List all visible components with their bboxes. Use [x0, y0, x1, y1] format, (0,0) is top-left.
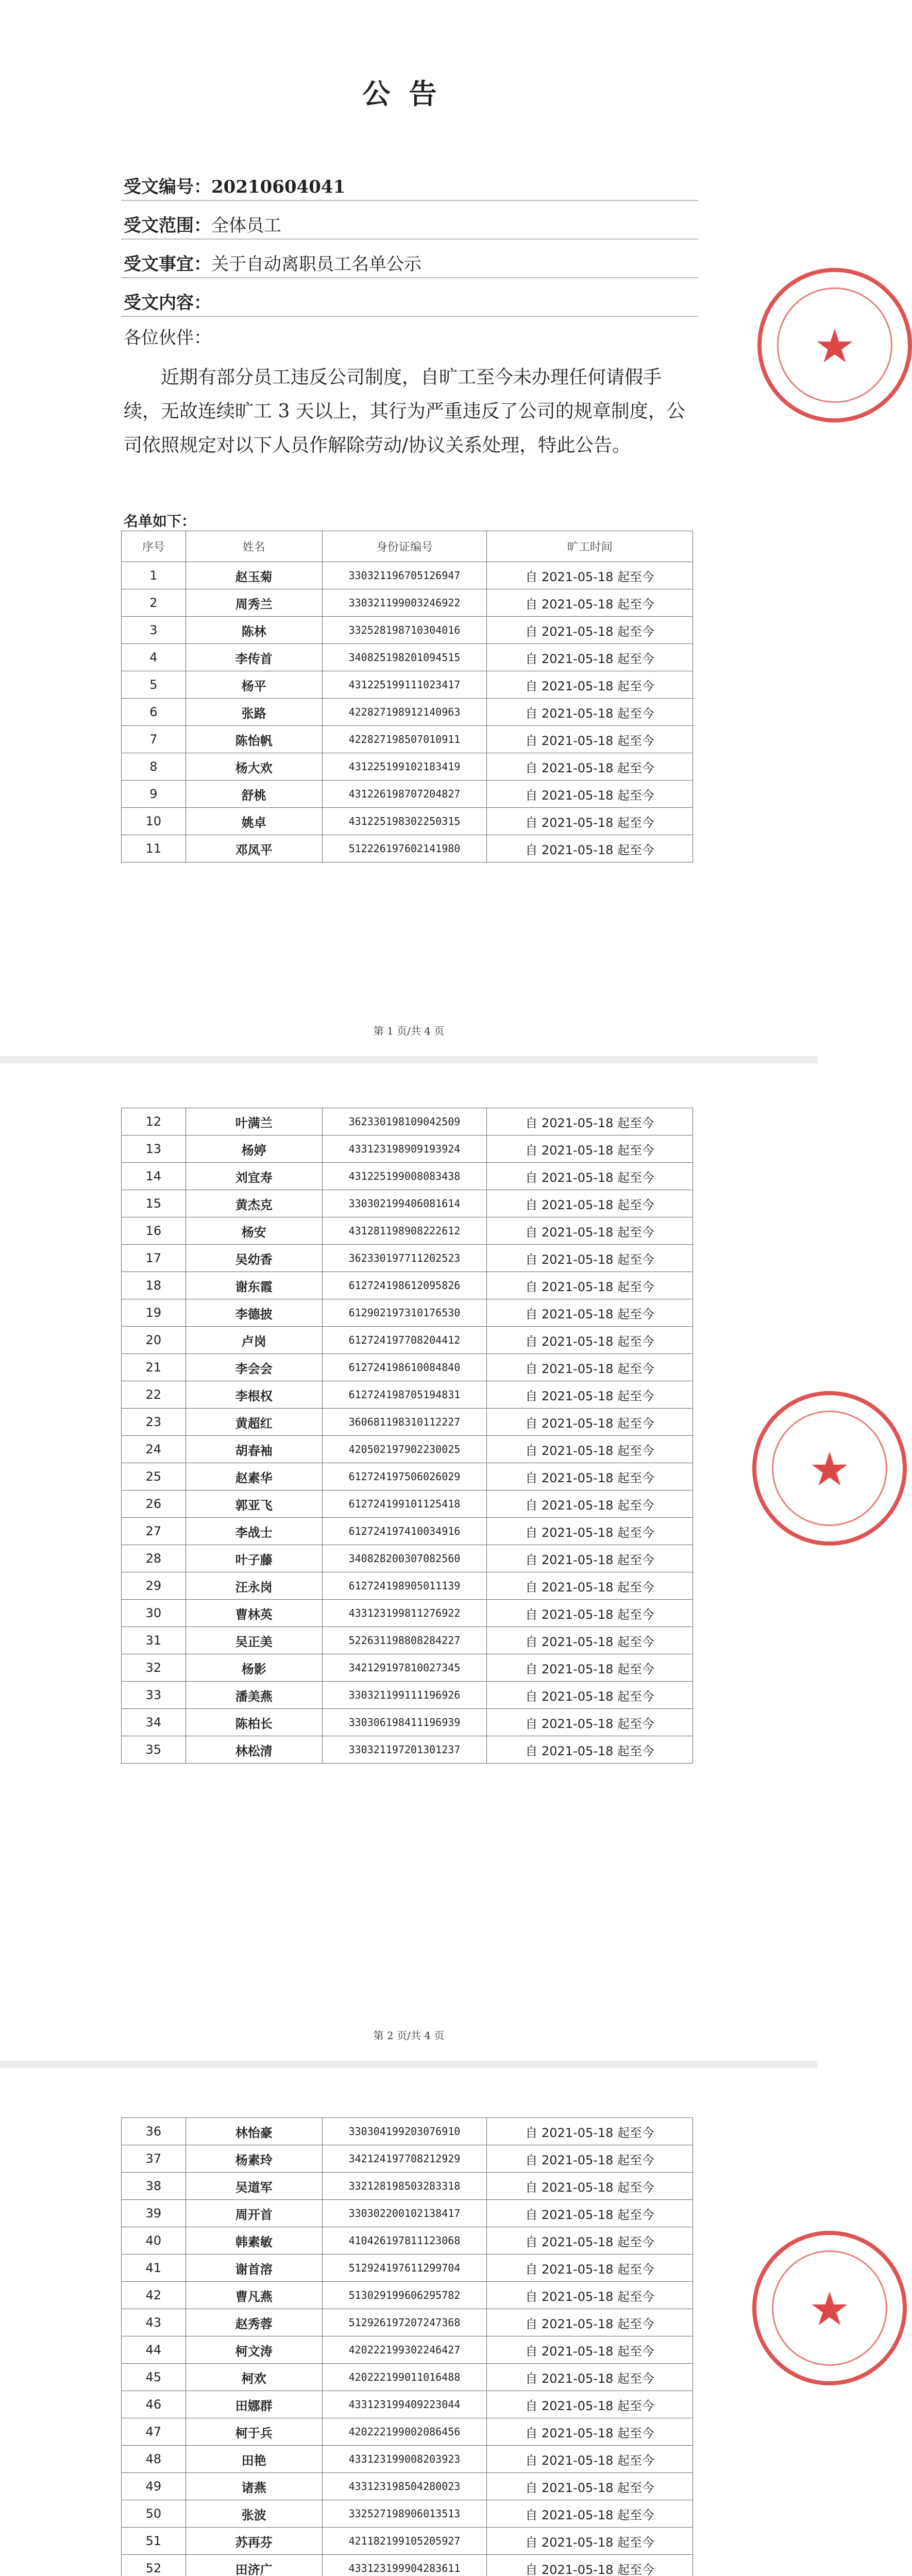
row-id-number: 332528198710304016 [322, 617, 487, 644]
row-id-number: 431281198908222612 [322, 1217, 487, 1245]
row-id-number: 612724198610084840 [322, 1354, 487, 1381]
row-name: 曹林英 [185, 1600, 322, 1627]
divider [121, 200, 698, 201]
row-absence-time: 自 2021-05-18 起至今 [487, 2309, 693, 2336]
row-seq: 44 [122, 2336, 186, 2364]
row-id-number: 612724197708204412 [322, 1327, 487, 1354]
row-seq: 45 [122, 2364, 186, 2391]
row-seq: 47 [122, 2418, 186, 2446]
row-absence-time: 自 2021-05-18 起至今 [487, 1327, 693, 1354]
table-row [122, 1490, 693, 1518]
subject-value: 关于自动离职员工名单公示 [211, 254, 421, 275]
company-seal-stamp [752, 2231, 907, 2385]
row-name: 邓凤平 [185, 835, 322, 862]
roster-table-page-3 [121, 2117, 693, 2576]
row-seq: 32 [122, 1654, 186, 1682]
row-seq: 38 [122, 2173, 186, 2200]
row-absence-time: 自 2021-05-18 起至今 [487, 562, 693, 589]
row-name: 李德披 [185, 1299, 322, 1327]
row-id-number: 612724198905011139 [322, 1572, 487, 1600]
row-name: 张波 [185, 2500, 322, 2528]
row-seq: 20 [122, 1327, 186, 1354]
star-icon: ★ [814, 319, 856, 374]
row-id-number: 433123199409223044 [322, 2391, 487, 2418]
table-row [122, 1327, 693, 1354]
row-absence-time: 自 2021-05-18 起至今 [487, 617, 693, 644]
row-id-number: 431225199102183419 [322, 753, 487, 781]
row-absence-time: 自 2021-05-18 起至今 [487, 2500, 693, 2528]
row-name: 姚卓 [185, 808, 322, 835]
scope-value: 全体员工 [211, 215, 281, 236]
row-seq: 30 [122, 1600, 186, 1627]
row-absence-time: 自 2021-05-18 起至今 [487, 2364, 693, 2391]
row-name: 林怡豪 [185, 2118, 322, 2145]
row-absence-time: 自 2021-05-18 起至今 [487, 808, 693, 835]
row-id-number: 431225198302250315 [322, 808, 487, 835]
row-name: 赵玉菊 [185, 562, 322, 589]
table-row [122, 1245, 693, 1272]
table-row [122, 1163, 693, 1190]
row-id-number: 340825198201094515 [322, 644, 487, 671]
row-absence-time: 自 2021-05-18 起至今 [487, 1354, 693, 1381]
table-row [122, 1736, 693, 1764]
greeting: 各位伙伴： [124, 328, 211, 348]
row-absence-time: 自 2021-05-18 起至今 [487, 1682, 693, 1709]
row-seq: 10 [122, 808, 186, 835]
star-icon: ★ [808, 1443, 851, 1497]
row-absence-time: 自 2021-05-18 起至今 [487, 2145, 693, 2173]
row-name: 郭亚飞 [185, 1490, 322, 1518]
row-id-number: 332128198503283318 [322, 2173, 487, 2200]
row-id-number: 512226197602141980 [322, 835, 487, 862]
row-seq: 22 [122, 1381, 186, 1409]
row-absence-time: 自 2021-05-18 起至今 [487, 726, 693, 753]
row-absence-time: 自 2021-05-18 起至今 [487, 1217, 693, 1245]
row-id-number: 612902197310176530 [322, 1299, 487, 1327]
row-seq: 29 [122, 1572, 186, 1600]
row-seq: 15 [122, 1190, 186, 1217]
content-label: 受文内容： [124, 293, 211, 313]
table-row [122, 1354, 693, 1381]
table-row [122, 2500, 693, 2528]
row-name: 张路 [185, 699, 322, 726]
row-absence-time: 自 2021-05-18 起至今 [487, 589, 693, 617]
row-seq: 33 [122, 1682, 186, 1709]
row-seq: 19 [122, 1299, 186, 1327]
row-absence-time: 自 2021-05-18 起至今 [487, 1272, 693, 1299]
table-row [122, 2391, 693, 2418]
row-id-number: 431226198707204827 [322, 781, 487, 808]
row-name: 吴幼香 [185, 1245, 322, 1272]
divider [121, 277, 698, 278]
row-seq: 12 [122, 1108, 186, 1136]
row-name: 杨影 [185, 1654, 322, 1682]
row-absence-time: 自 2021-05-18 起至今 [487, 2473, 693, 2500]
row-absence-time: 自 2021-05-18 起至今 [487, 1245, 693, 1272]
scope-label: 受文范围： [124, 215, 211, 236]
row-name: 谢东霞 [185, 1272, 322, 1299]
row-id-number: 342129197810027345 [322, 1654, 487, 1682]
table-row [122, 562, 693, 589]
row-seq: 9 [122, 781, 186, 808]
row-seq: 18 [122, 1272, 186, 1299]
row-id-number: 420222199302246427 [322, 2336, 487, 2364]
row-absence-time: 自 2021-05-18 起至今 [487, 1108, 693, 1136]
row-seq: 14 [122, 1163, 186, 1190]
row-seq: 7 [122, 726, 186, 753]
row-absence-time: 自 2021-05-18 起至今 [487, 781, 693, 808]
row-id-number: 512926197207247368 [322, 2309, 487, 2336]
row-seq: 1 [122, 562, 186, 589]
number-value: 20210604041 [211, 177, 346, 197]
header-name: 姓名 [185, 531, 322, 562]
table-row [122, 1272, 693, 1299]
row-name: 吴道军 [185, 2173, 322, 2200]
row-absence-time: 自 2021-05-18 起至今 [487, 2255, 693, 2282]
row-name: 柯于兵 [185, 2418, 322, 2446]
row-id-number: 513029199606295782 [322, 2282, 487, 2309]
table-row [122, 2309, 693, 2336]
number-label: 受文编号： [124, 177, 211, 197]
row-name: 周开首 [185, 2200, 322, 2227]
table-row [122, 726, 693, 753]
table-row [122, 2555, 693, 2576]
row-absence-time: 自 2021-05-18 起至今 [487, 1736, 693, 1764]
page-footer: 第 2 页/共 4 页 [373, 2029, 445, 2042]
table-row [122, 589, 693, 617]
row-name: 苏再芬 [185, 2528, 322, 2555]
row-name: 陈林 [185, 617, 322, 644]
row-name: 潘美燕 [185, 1682, 322, 1709]
table-row [122, 1600, 693, 1627]
table-row [122, 671, 693, 699]
row-absence-time: 自 2021-05-18 起至今 [487, 753, 693, 781]
table-row [122, 1463, 693, 1490]
row-name: 田济广 [185, 2555, 322, 2576]
row-seq: 43 [122, 2309, 186, 2336]
table-row [122, 2336, 693, 2364]
row-absence-time: 自 2021-05-18 起至今 [487, 1190, 693, 1217]
table-row [122, 1709, 693, 1736]
row-seq: 37 [122, 2145, 186, 2173]
row-id-number: 420502197902230025 [322, 1436, 487, 1463]
notice-title: 公告 [362, 77, 455, 110]
row-id-number: 420222199011016488 [322, 2364, 487, 2391]
row-absence-time: 自 2021-05-18 起至今 [487, 2336, 693, 2364]
row-absence-time: 自 2021-05-18 起至今 [487, 2282, 693, 2309]
page-separator [0, 2061, 818, 2068]
header-id: 身份证编号 [322, 531, 487, 562]
row-id-number: 362330197711202523 [322, 1245, 487, 1272]
row-absence-time: 自 2021-05-18 起至今 [487, 1163, 693, 1190]
row-seq: 5 [122, 671, 186, 699]
row-seq: 41 [122, 2255, 186, 2282]
row-name: 卢岗 [185, 1327, 322, 1354]
row-id-number: 433123199811276922 [322, 1600, 487, 1627]
table-row [122, 1217, 693, 1245]
roster-table-page-1 [121, 531, 693, 862]
row-id-number: 330302199406081614 [322, 1190, 487, 1217]
row-name: 杨安 [185, 1217, 322, 1245]
header-absence: 旷工时间 [487, 531, 693, 562]
row-name: 诸燕 [185, 2473, 322, 2500]
table-row [122, 1572, 693, 1600]
row-absence-time: 自 2021-05-18 起至今 [487, 2555, 693, 2576]
row-absence-time: 自 2021-05-18 起至今 [487, 1490, 693, 1518]
row-absence-time: 自 2021-05-18 起至今 [487, 2227, 693, 2255]
row-id-number: 433123199008203923 [322, 2446, 487, 2473]
row-id-number: 612724198705194831 [322, 1381, 487, 1409]
row-id-number: 330304199203076910 [322, 2118, 487, 2145]
content-row [124, 289, 211, 314]
scope-row [124, 211, 281, 236]
row-name: 田娜群 [185, 2391, 322, 2418]
row-absence-time: 自 2021-05-18 起至今 [487, 1381, 693, 1409]
subject-label: 受文事宜： [124, 254, 211, 275]
row-seq: 8 [122, 753, 186, 781]
roster-table-page-2 [121, 1108, 693, 1764]
row-absence-time: 自 2021-05-18 起至今 [487, 1600, 693, 1627]
row-seq: 16 [122, 1217, 186, 1245]
table-row [122, 2255, 693, 2282]
divider [121, 316, 698, 317]
row-absence-time: 自 2021-05-18 起至今 [487, 2391, 693, 2418]
row-seq: 42 [122, 2282, 186, 2309]
page-footer: 第 1 页/共 4 页 [373, 1025, 445, 1037]
table-row [122, 2528, 693, 2555]
row-name: 陈柏长 [185, 1709, 322, 1736]
row-seq: 51 [122, 2528, 186, 2555]
row-id-number: 612724197506026029 [322, 1463, 487, 1490]
row-absence-time: 自 2021-05-18 起至今 [487, 1409, 693, 1436]
table-row [122, 2227, 693, 2255]
row-seq: 34 [122, 1709, 186, 1736]
table-row [122, 644, 693, 671]
table-row [122, 2200, 693, 2227]
row-id-number: 340828200307082560 [322, 1545, 487, 1572]
table-row [122, 1654, 693, 1682]
row-name: 赵秀蓉 [185, 2309, 322, 2336]
row-seq: 6 [122, 699, 186, 726]
row-absence-time: 自 2021-05-18 起至今 [487, 1709, 693, 1736]
table-row [122, 753, 693, 781]
row-seq: 27 [122, 1518, 186, 1545]
row-name: 吴正美 [185, 1627, 322, 1654]
table-header-row [122, 531, 693, 562]
row-absence-time: 自 2021-05-18 起至今 [487, 1518, 693, 1545]
row-absence-time: 自 2021-05-18 起至今 [487, 1572, 693, 1600]
row-id-number: 330321199003246922 [322, 589, 487, 617]
row-name: 杨素玲 [185, 2145, 322, 2173]
row-absence-time: 自 2021-05-18 起至今 [487, 1654, 693, 1682]
table-row [122, 781, 693, 808]
row-seq: 50 [122, 2500, 186, 2528]
row-absence-time: 自 2021-05-18 起至今 [487, 1299, 693, 1327]
row-id-number: 342124197708212929 [322, 2145, 487, 2173]
row-seq: 11 [122, 835, 186, 862]
row-id-number: 332527198906013513 [322, 2500, 487, 2528]
row-name: 赵素华 [185, 1463, 322, 1490]
header-seq: 序号 [122, 531, 186, 562]
row-id-number: 612724197410034916 [322, 1518, 487, 1545]
row-id-number: 612724199101125418 [322, 1490, 487, 1518]
row-name: 叶子藤 [185, 1545, 322, 1572]
row-id-number: 330321199111196926 [322, 1682, 487, 1709]
row-seq: 26 [122, 1490, 186, 1518]
row-id-number: 433123198504280023 [322, 2473, 487, 2500]
table-row [122, 1436, 693, 1463]
row-id-number: 612724198612095826 [322, 1272, 487, 1299]
row-absence-time: 自 2021-05-18 起至今 [487, 2200, 693, 2227]
table-row [122, 1108, 693, 1136]
row-id-number: 410426197811123068 [322, 2227, 487, 2255]
row-seq: 25 [122, 1463, 186, 1490]
row-seq: 35 [122, 1736, 186, 1764]
row-seq: 2 [122, 589, 186, 617]
number-row [124, 173, 345, 198]
row-absence-time: 自 2021-05-18 起至今 [487, 1545, 693, 1572]
row-name: 李战士 [185, 1518, 322, 1545]
company-seal-stamp [752, 1391, 907, 1546]
row-absence-time: 自 2021-05-18 起至今 [487, 2418, 693, 2446]
row-id-number: 330321196705126947 [322, 562, 487, 589]
table-row [122, 699, 693, 726]
table-row [122, 2364, 693, 2391]
row-absence-time: 自 2021-05-18 起至今 [487, 671, 693, 699]
table-row [122, 2418, 693, 2446]
table-row [122, 617, 693, 644]
row-seq: 39 [122, 2200, 186, 2227]
row-name: 黄杰克 [185, 1190, 322, 1217]
table-row [122, 1299, 693, 1327]
row-seq: 48 [122, 2446, 186, 2473]
row-absence-time: 自 2021-05-18 起至今 [487, 2528, 693, 2555]
row-name: 杨大欢 [185, 753, 322, 781]
row-seq: 40 [122, 2227, 186, 2255]
row-name: 舒桃 [185, 781, 322, 808]
row-name: 林松清 [185, 1736, 322, 1764]
subject-row [124, 250, 421, 275]
table-row [122, 1136, 693, 1163]
row-id-number: 360681198310112227 [322, 1409, 487, 1436]
table-row [122, 1545, 693, 1572]
row-seq: 28 [122, 1545, 186, 1572]
row-seq: 13 [122, 1136, 186, 1163]
row-name: 杨婷 [185, 1136, 322, 1163]
row-id-number: 433123199904283611 [322, 2555, 487, 2576]
row-id-number: 431225199008083438 [322, 1163, 487, 1190]
row-id-number: 522631198808284227 [322, 1627, 487, 1654]
row-name: 叶满兰 [185, 1108, 322, 1136]
table-row [122, 1682, 693, 1709]
row-absence-time: 自 2021-05-18 起至今 [487, 835, 693, 862]
table-row [122, 2446, 693, 2473]
row-name: 杨平 [185, 671, 322, 699]
table-row [122, 1518, 693, 1545]
row-seq: 17 [122, 1245, 186, 1272]
row-seq: 46 [122, 2391, 186, 2418]
list-label: 名单如下： [124, 513, 196, 530]
row-absence-time: 自 2021-05-18 起至今 [487, 2118, 693, 2145]
body-paragraph: 近期有部分员工违反公司制度，自旷工至今未办理任何请假手续，无故连续旷工 3 天以上，其行为严重违反了公司的规章制度，公司依照规定对以下人员作解除劳动/协议关系处理，特此公告。 [124, 367, 685, 456]
row-seq: 31 [122, 1627, 186, 1654]
row-name: 李传首 [185, 644, 322, 671]
row-name: 谢首溶 [185, 2255, 322, 2282]
row-seq: 36 [122, 2118, 186, 2145]
row-name: 胡春袖 [185, 1436, 322, 1463]
row-id-number: 420222199002086456 [322, 2418, 487, 2446]
row-name: 韩素敏 [185, 2227, 322, 2255]
row-id-number: 512924197611299704 [322, 2255, 487, 2282]
row-id-number: 330306198411196939 [322, 1709, 487, 1736]
table-row [122, 1409, 693, 1436]
table-row [122, 2473, 693, 2500]
row-seq: 24 [122, 1436, 186, 1463]
star-icon: ★ [808, 2282, 851, 2336]
table-row [122, 1627, 693, 1654]
row-name: 柯文涛 [185, 2336, 322, 2364]
table-row [122, 1381, 693, 1409]
row-name: 汪永岗 [185, 1572, 322, 1600]
row-id-number: 362330198109042509 [322, 1108, 487, 1136]
page-separator [0, 1056, 818, 1063]
row-name: 李会会 [185, 1354, 322, 1381]
row-absence-time: 自 2021-05-18 起至今 [487, 1436, 693, 1463]
row-name: 陈怡帆 [185, 726, 322, 753]
divider [121, 239, 698, 240]
row-absence-time: 自 2021-05-18 起至今 [487, 1627, 693, 1654]
company-seal-stamp [757, 268, 912, 422]
table-row [122, 1190, 693, 1217]
row-seq: 49 [122, 2473, 186, 2500]
row-name: 柯欢 [185, 2364, 322, 2391]
row-name: 周秀兰 [185, 589, 322, 617]
row-id-number: 431225199111023417 [322, 671, 487, 699]
row-id-number: 422827198912140963 [322, 699, 487, 726]
row-absence-time: 自 2021-05-18 起至今 [487, 2446, 693, 2473]
table-row [122, 2145, 693, 2173]
row-absence-time: 自 2021-05-18 起至今 [487, 2173, 693, 2200]
row-name: 刘宜寿 [185, 1163, 322, 1190]
table-row [122, 808, 693, 835]
row-absence-time: 自 2021-05-18 起至今 [487, 644, 693, 671]
row-name: 李根权 [185, 1381, 322, 1409]
row-seq: 21 [122, 1354, 186, 1381]
table-row [122, 835, 693, 862]
row-absence-time: 自 2021-05-18 起至今 [487, 1136, 693, 1163]
row-absence-time: 自 2021-05-18 起至今 [487, 699, 693, 726]
row-seq: 23 [122, 1409, 186, 1436]
row-seq: 4 [122, 644, 186, 671]
row-id-number: 422827198507010911 [322, 726, 487, 753]
row-id-number: 330321197201301237 [322, 1736, 487, 1764]
table-row [122, 2173, 693, 2200]
table-row [122, 2118, 693, 2145]
row-seq: 3 [122, 617, 186, 644]
table-row [122, 2282, 693, 2309]
row-name: 田艳 [185, 2446, 322, 2473]
row-id-number: 421182199105205927 [322, 2528, 487, 2555]
row-id-number: 433123198909193924 [322, 1136, 487, 1163]
row-id-number: 330302200102138417 [322, 2200, 487, 2227]
row-name: 黄超红 [185, 1409, 322, 1436]
row-seq: 52 [122, 2555, 186, 2576]
row-absence-time: 自 2021-05-18 起至今 [487, 1463, 693, 1490]
row-name: 曹凡燕 [185, 2282, 322, 2309]
